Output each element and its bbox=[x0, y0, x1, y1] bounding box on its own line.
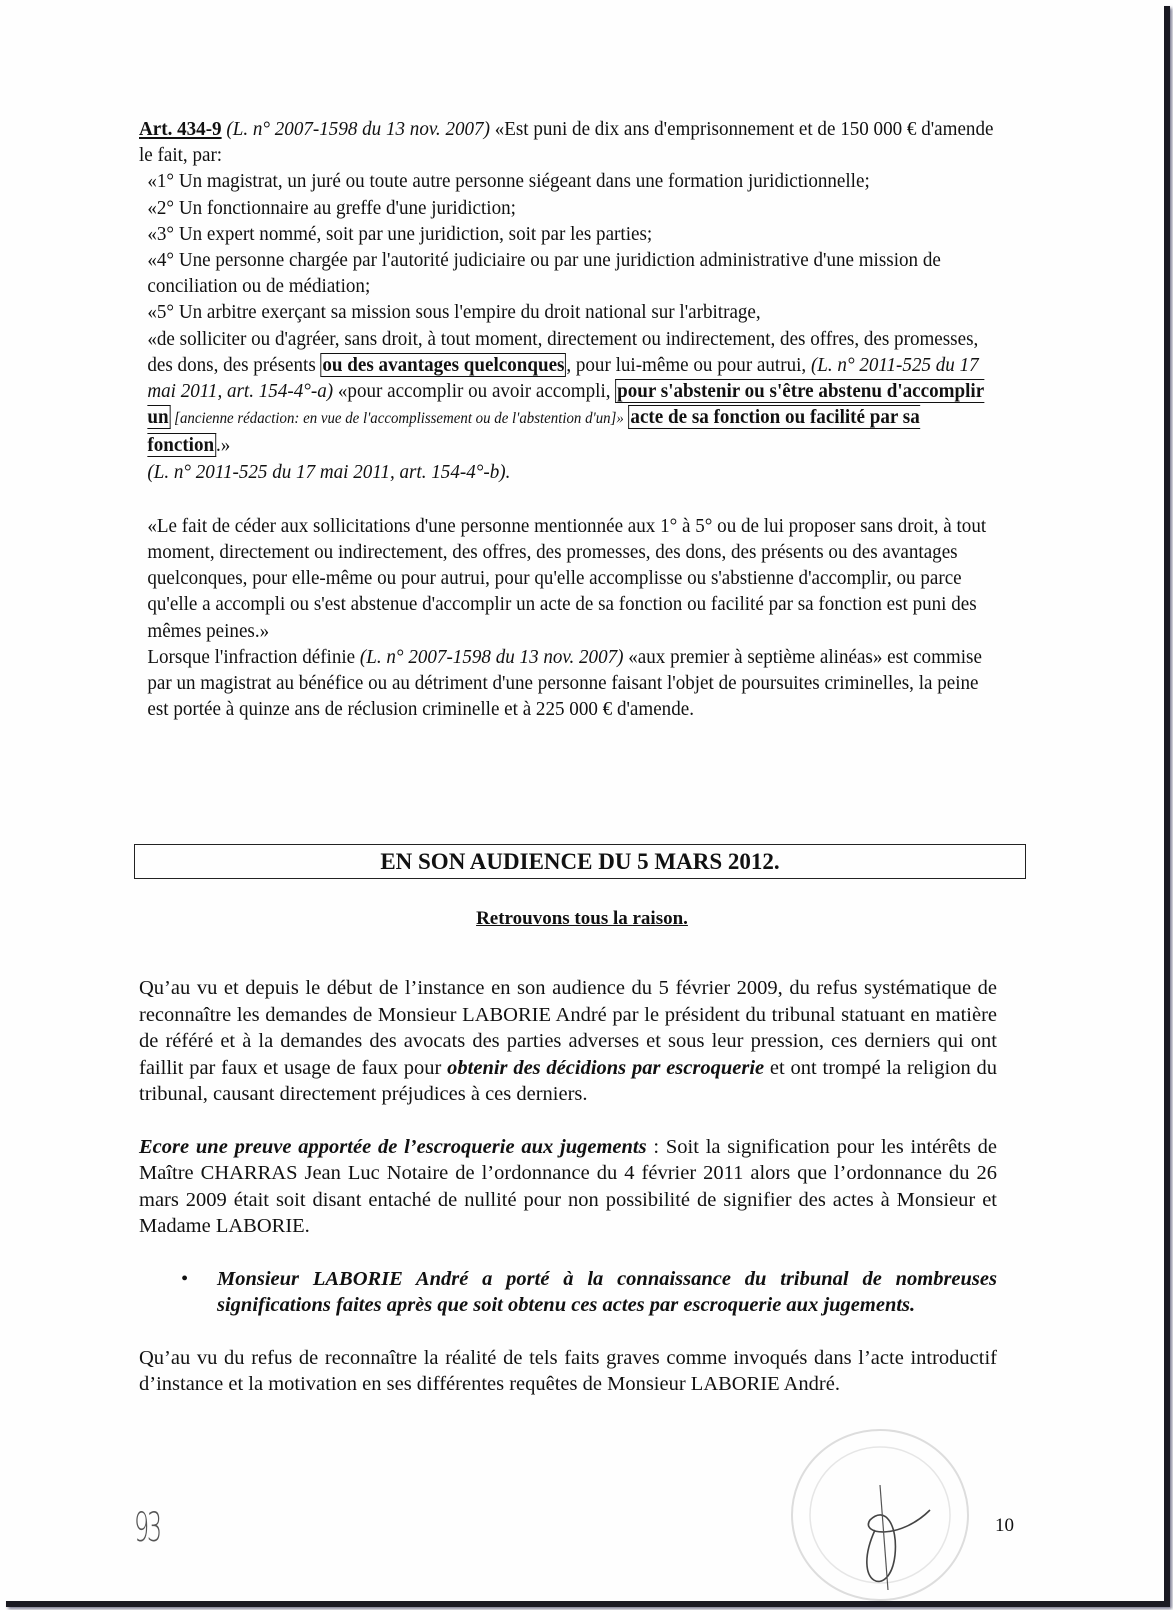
old-wording-note: [ancienne rédaction: en vue de l'accomplissement ou de l'abstention d'un]» bbox=[170, 410, 624, 428]
article-paragraph bbox=[139, 644, 1004, 723]
handwritten-page-number: 93 bbox=[134, 1505, 160, 1551]
list-item: «3° Un expert nommé, soit par une juridiction, soit par les parties; bbox=[147, 222, 653, 245]
clause-text: «pour accomplir ou avoir accompli, bbox=[333, 380, 616, 403]
paragraph-text: Lorsque l'infraction définie bbox=[147, 645, 360, 668]
law-excerpt bbox=[139, 116, 1004, 722]
body-paragraph: Qu’au vu du refus de reconnaître la réalité de tels faits graves comme invoqués dans l’acte introductif d’instance et la motivation en ses différentes requêtes de Monsieur LABORIE André. bbox=[139, 1346, 997, 1395]
body-paragraph bbox=[139, 975, 997, 1108]
clause-text: .» bbox=[215, 434, 231, 457]
emphasis-text: obtenir des décidions par escroquerie bbox=[447, 1056, 765, 1079]
emphasis-text: Ecore une preuve apportée de l’escroquerie aux jugements bbox=[139, 1135, 647, 1158]
highlight-box: ou des avantages quelconques bbox=[322, 353, 565, 376]
bullet-item bbox=[139, 1266, 997, 1319]
solicitation-clause bbox=[139, 326, 1004, 459]
paragraph-text: «aux premier à septième alinéas» est commise par un magistrat au bénéfice ou au détriment d'une personne faisant l'objet de poursuites criminelles, la peine est portée à quinze ans de réclusion criminelle et à 225 000 € d'amende. bbox=[147, 645, 982, 721]
body-paragraph bbox=[139, 1134, 997, 1240]
article-label: Art. 434-9 bbox=[139, 118, 222, 140]
page-number: 10 bbox=[995, 1515, 1014, 1536]
list-item: «2° Un fonctionnaire au greffe d'une juridiction; bbox=[147, 196, 516, 219]
section-subtitle: Retrouvons tous la raison. bbox=[476, 908, 688, 929]
law-reference: (L. n° 2007-1598 du 13 nov. 2007) bbox=[359, 645, 624, 668]
paragraph-text: : Soit la signification pour les intérêts de Maître CHARRAS Jean Luc Notaire de l’ordonnance du 4 février 2011 alors que l’ordonnance du 26 mars 2009 était soit disant entaché de nullité pour non possibilité de signifier des actes à Monsieur et Madame LABORIE. bbox=[139, 1135, 997, 1237]
paragraph-text: Qu’au vu et depuis le début de l’instance en son audience du 5 février 2009, du refus systématique de reconnaître les demandes de Monsieur LABORIE André par le président du tribunal statuant en matière de référé et à la demandes des avocats des parties adverses et sous leur pression, ces derniers qui ont faillit par faux et usage de faux pour bbox=[139, 977, 997, 1079]
list-item: «1° Un magistrat, un juré ou toute autre personne siégeant dans une formation juridictionnelle; bbox=[147, 170, 870, 193]
law-reference: (L. n° 2011-525 du 17 mai 2011, art. 154-4°-a) bbox=[147, 353, 979, 403]
list-item: «4° Une personne chargée par l'autorité judiciaire ou par une juridiction administrative d'une mission de conciliation ou de médiation; bbox=[147, 249, 941, 298]
bullet-icon: • bbox=[181, 1267, 189, 1290]
article-intro-text: «Est puni de dix ans d'emprisonnement et de 150 000 € d'amende le fait, par: bbox=[139, 118, 994, 167]
court-stamp-icon bbox=[780, 1425, 980, 1605]
clause-text: «de solliciter ou d'agréer, sans droit, à tout moment, directement ou indirectement, des offres, des promesses, des dons, des présents bbox=[147, 327, 979, 376]
highlight-box: acte de sa fonction ou facilité par sa fonction bbox=[147, 406, 920, 457]
bullet-text: Monsieur LABORIE André a porté à la connaissance du tribunal de nombreuses significations faites après que soit obtenu ces actes par escroquerie aux jugements. bbox=[217, 1267, 997, 1316]
highlight-box: pour s'abstenir ou s'être abstenu d'accomplir un bbox=[147, 380, 985, 429]
paragraph-text: et ont trompé la religion du tribunal, causant directement préjudices à ces derniers. bbox=[139, 1056, 997, 1105]
article-intro bbox=[139, 116, 1004, 168]
article-paragraph: «Le fait de céder aux sollicitations d'une personne mentionnée aux 1° à 5° ou de lui proposer sans droit, à tout moment, directement ou indirectement, des offres, des promesses, des dons, des présents ou des avantages quelconques, pour elle-même ou pour autrui, pour qu'elle accomplisse ou s'abstienne d'accomplir, ou parce qu'elle a accompli ou s'est abstenue d'accomplir un acte de sa fonction ou facilité par sa fonction est puni des mêmes peines.» bbox=[147, 514, 987, 642]
clause-text: , pour lui-même ou pour autrui, bbox=[566, 353, 811, 376]
law-reference: (L. n° 2007-1598 du 13 nov. 2007) bbox=[226, 118, 490, 140]
body-text bbox=[139, 975, 997, 1398]
list-item: «5° Un arbitre exerçant sa mission sous l'empire du droit national sur l'arbitrage, bbox=[147, 301, 761, 324]
section-heading: EN SON AUDIENCE DU 5 MARS 2012. bbox=[134, 844, 1026, 879]
law-reference: (L. n° 2011-525 du 17 mai 2011, art. 154-4°-b). bbox=[147, 460, 511, 483]
